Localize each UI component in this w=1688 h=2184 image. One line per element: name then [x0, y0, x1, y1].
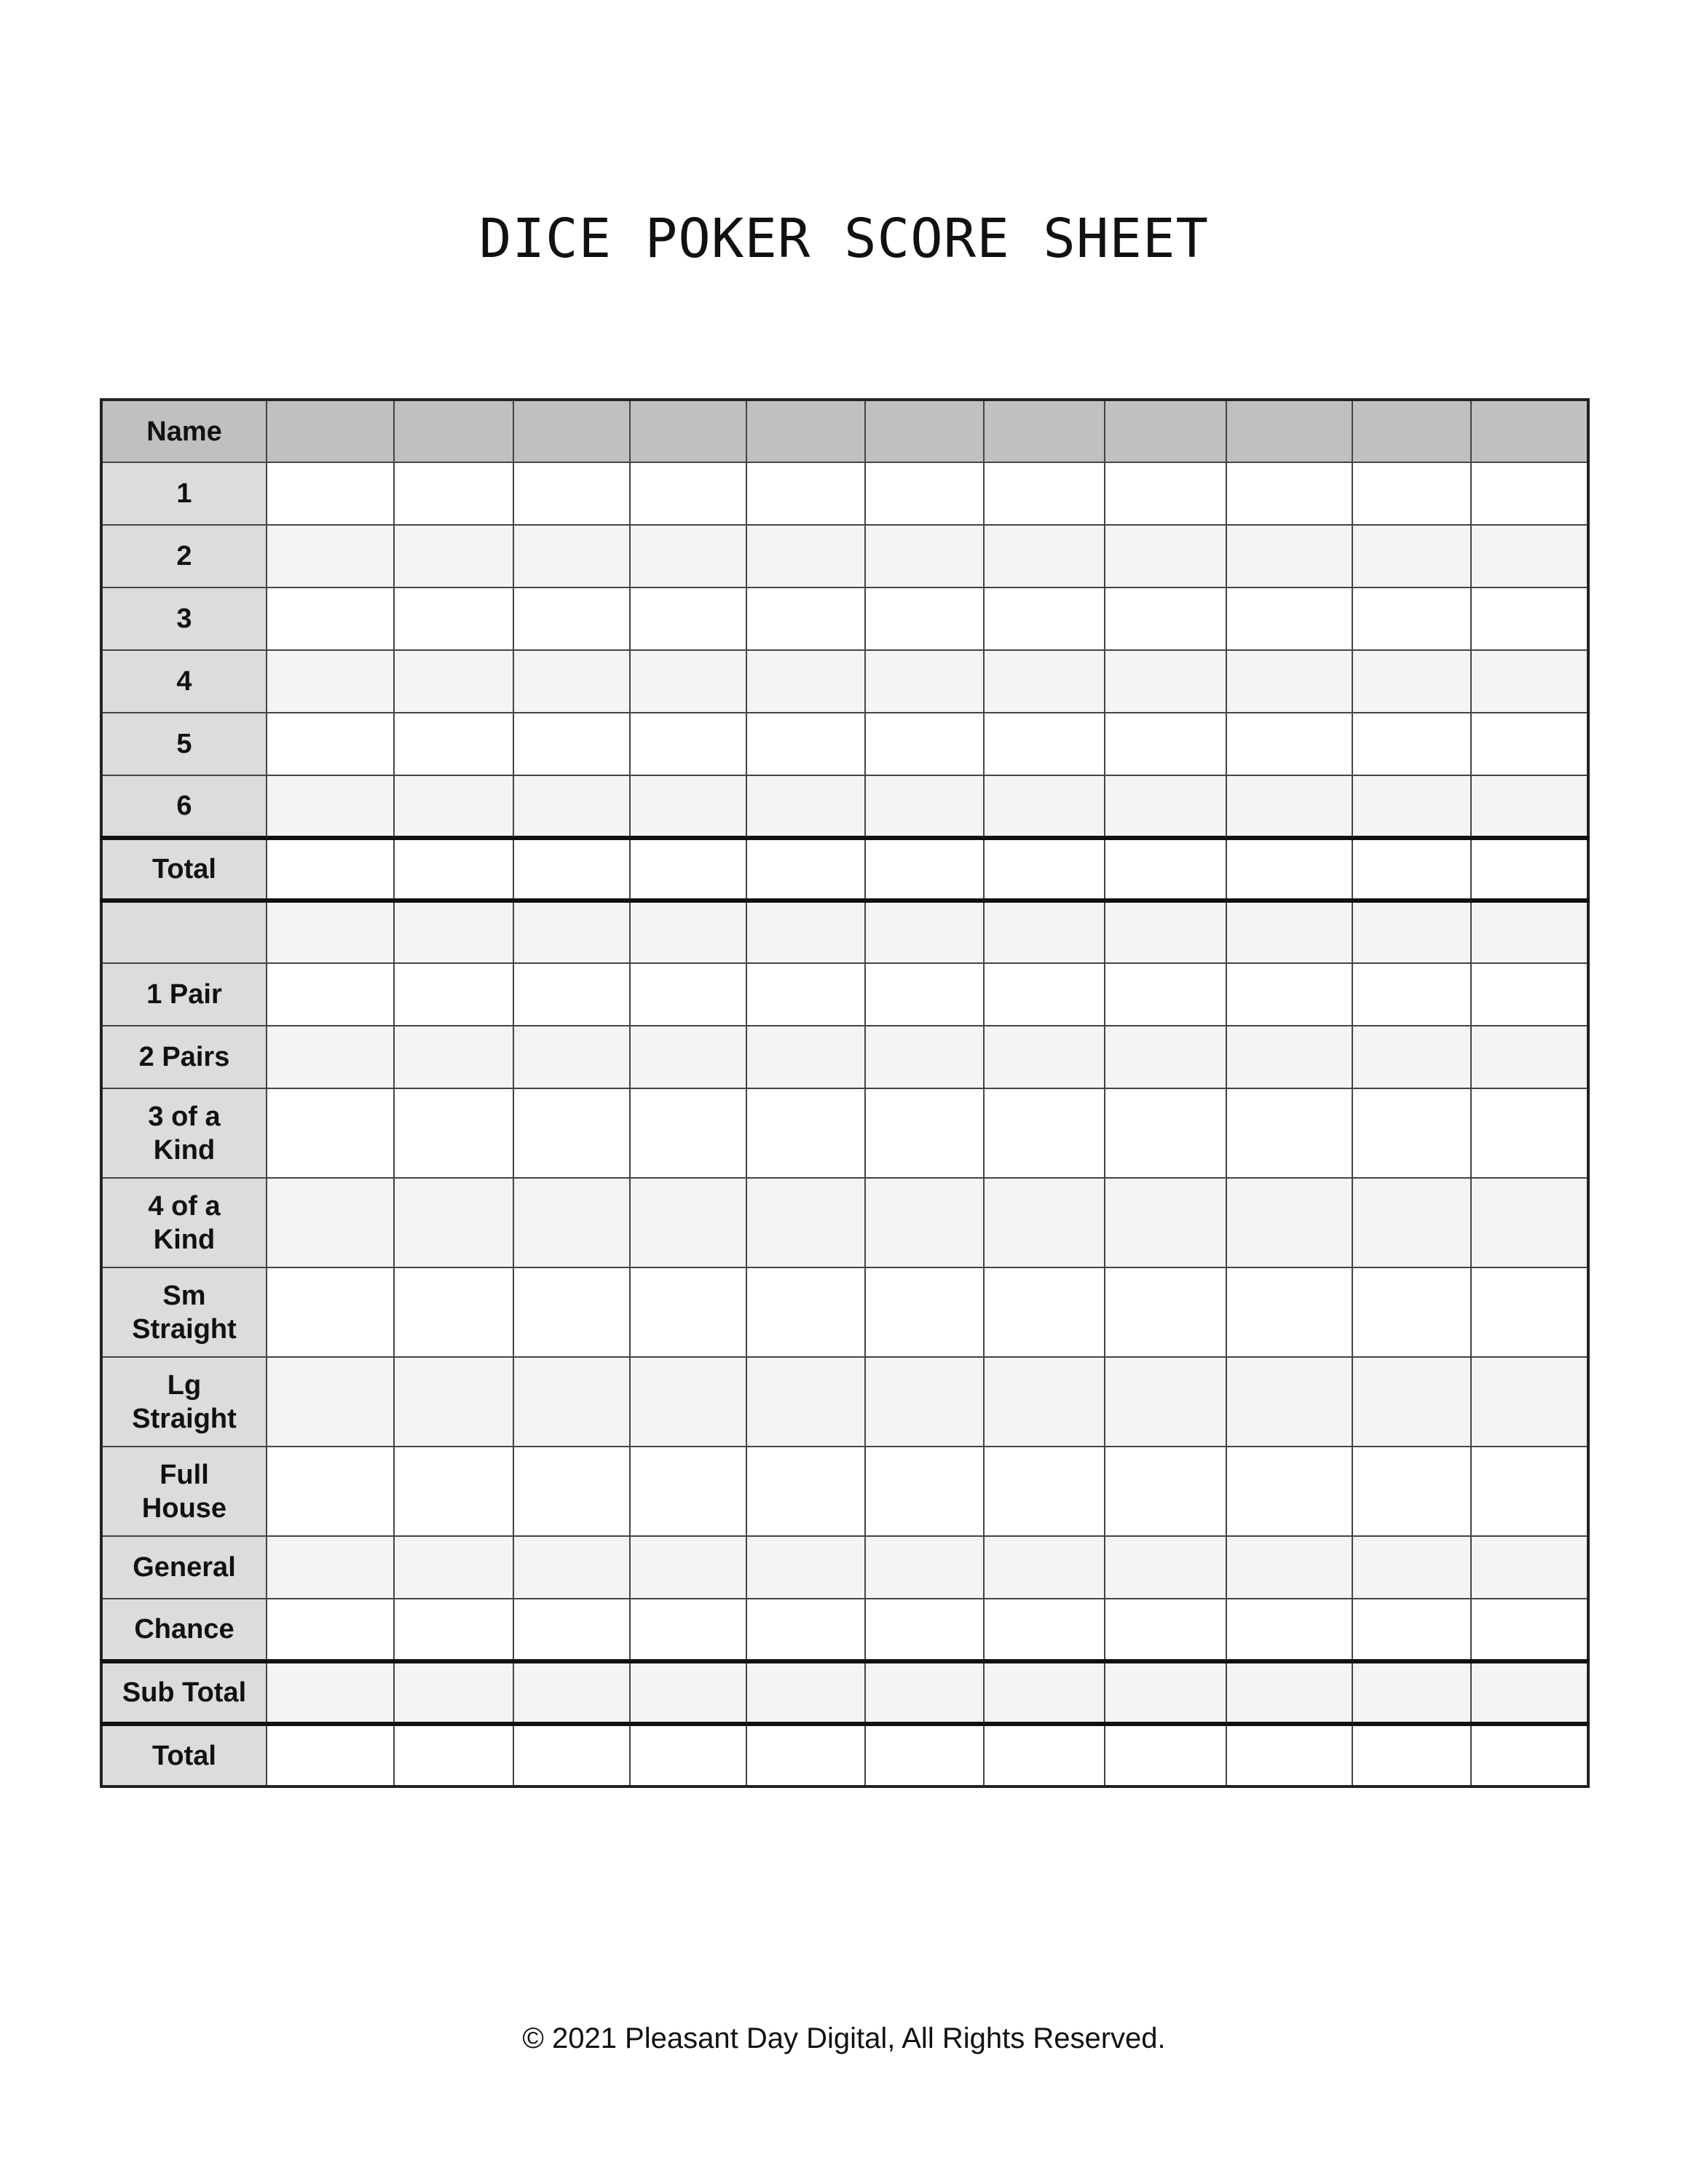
- score-cell[interactable]: [267, 775, 394, 838]
- score-cell[interactable]: [984, 775, 1105, 838]
- score-cell[interactable]: [394, 1026, 513, 1088]
- score-cell[interactable]: [1105, 1599, 1226, 1661]
- score-cell[interactable]: [630, 1447, 746, 1536]
- score-cell[interactable]: [1471, 775, 1588, 838]
- score-cell[interactable]: [865, 775, 985, 838]
- score-cell[interactable]: [865, 525, 985, 587]
- score-cell[interactable]: [1226, 838, 1352, 901]
- score-cell[interactable]: [746, 1267, 864, 1357]
- score-cell[interactable]: [1352, 713, 1470, 775]
- score-cell[interactable]: [984, 901, 1105, 963]
- score-cell[interactable]: [865, 963, 985, 1026]
- score-cell[interactable]: [1471, 1026, 1588, 1088]
- score-cell[interactable]: [513, 1536, 630, 1599]
- score-cell[interactable]: [1471, 1536, 1588, 1599]
- score-cell[interactable]: [1471, 1447, 1588, 1536]
- score-row: [101, 1447, 1588, 1536]
- score-cell[interactable]: [984, 1536, 1105, 1599]
- score-cell[interactable]: [984, 650, 1105, 713]
- score-cell[interactable]: [1226, 713, 1352, 775]
- row-label: Chance: [101, 1599, 267, 1661]
- score-cell[interactable]: [630, 462, 746, 525]
- score-cell[interactable]: [1226, 963, 1352, 1026]
- score-row: [101, 1088, 1588, 1178]
- score-cell[interactable]: [513, 838, 630, 901]
- score-cell[interactable]: [746, 838, 864, 901]
- score-cell[interactable]: [513, 775, 630, 838]
- score-row: [101, 1536, 1588, 1599]
- score-cell[interactable]: [394, 525, 513, 587]
- score-cell[interactable]: [865, 1724, 985, 1787]
- score-row: [101, 525, 1588, 587]
- copyright-footer: © 2021 Pleasant Day Digital, All Rights Reserved.: [522, 2022, 1166, 2054]
- score-cell[interactable]: [1352, 1026, 1470, 1088]
- score-cell[interactable]: [267, 713, 394, 775]
- score-cell[interactable]: [394, 1536, 513, 1599]
- score-row: [101, 650, 1588, 713]
- score-cell[interactable]: [394, 1724, 513, 1787]
- score-cell[interactable]: [1352, 1447, 1470, 1536]
- score-cell[interactable]: [865, 1026, 985, 1088]
- score-cell[interactable]: [1471, 1088, 1588, 1178]
- score-cell[interactable]: [1471, 525, 1588, 587]
- score-cell[interactable]: [267, 1599, 394, 1661]
- score-cell[interactable]: [630, 525, 746, 587]
- score-cell[interactable]: [1471, 462, 1588, 525]
- score-cell[interactable]: [984, 462, 1105, 525]
- score-cell[interactable]: [394, 775, 513, 838]
- score-cell[interactable]: [267, 1447, 394, 1536]
- score-cell[interactable]: [1105, 713, 1226, 775]
- row-label: 4: [101, 650, 267, 713]
- score-cell[interactable]: [1226, 1661, 1352, 1724]
- score-cell[interactable]: [865, 1088, 985, 1178]
- score-cell[interactable]: [1105, 1357, 1226, 1447]
- row-label: Sub Total: [101, 1661, 267, 1724]
- score-cell[interactable]: [1226, 587, 1352, 650]
- score-cell[interactable]: [1352, 963, 1470, 1026]
- page-title: DICE POKER SCORE SHEET: [478, 207, 1210, 270]
- score-cell[interactable]: [1105, 650, 1226, 713]
- score-cell[interactable]: [1352, 587, 1470, 650]
- score-cell[interactable]: [267, 587, 394, 650]
- score-cell[interactable]: [1352, 901, 1470, 963]
- score-row: [101, 1026, 1588, 1088]
- score-cell[interactable]: [630, 963, 746, 1026]
- score-cell[interactable]: [1105, 963, 1226, 1026]
- score-cell[interactable]: [984, 963, 1105, 1026]
- score-cell[interactable]: [394, 462, 513, 525]
- score-cell[interactable]: [746, 1447, 864, 1536]
- score-cell[interactable]: [1105, 1088, 1226, 1178]
- score-cell[interactable]: [1226, 462, 1352, 525]
- score-cell[interactable]: [865, 1599, 985, 1661]
- row-label: 2: [101, 525, 267, 587]
- player-name-cell[interactable]: [984, 400, 1105, 462]
- score-cell[interactable]: [267, 963, 394, 1026]
- score-cell[interactable]: [1105, 587, 1226, 650]
- score-row: [101, 1357, 1588, 1447]
- score-cell[interactable]: [1105, 1026, 1226, 1088]
- score-cell[interactable]: [513, 1447, 630, 1536]
- score-cell[interactable]: [267, 1088, 394, 1178]
- score-cell[interactable]: [267, 838, 394, 901]
- score-cell[interactable]: [1471, 587, 1588, 650]
- score-cell[interactable]: [630, 1026, 746, 1088]
- row-label: 5: [101, 713, 267, 775]
- score-cell[interactable]: [1352, 1599, 1470, 1661]
- score-cell[interactable]: [1105, 1267, 1226, 1357]
- score-cell[interactable]: [267, 901, 394, 963]
- score-cell[interactable]: [1471, 901, 1588, 963]
- row-label: 2 Pairs: [101, 1026, 267, 1088]
- score-row: [101, 1661, 1588, 1724]
- score-cell[interactable]: [865, 462, 985, 525]
- score-cell[interactable]: [394, 1599, 513, 1661]
- row-label: Total: [101, 1724, 267, 1787]
- score-cell[interactable]: [630, 901, 746, 963]
- score-cell[interactable]: [630, 1599, 746, 1661]
- score-cell[interactable]: [630, 1088, 746, 1178]
- name-header-label: Name: [101, 400, 267, 462]
- score-cell[interactable]: [1226, 1178, 1352, 1267]
- score-cell[interactable]: [1105, 838, 1226, 901]
- score-cell[interactable]: [267, 1536, 394, 1599]
- score-cell[interactable]: [630, 838, 746, 901]
- score-cell[interactable]: [513, 963, 630, 1026]
- row-label: General: [101, 1536, 267, 1599]
- score-cell[interactable]: [630, 1536, 746, 1599]
- row-label: 1: [101, 462, 267, 525]
- score-cell[interactable]: [1105, 1447, 1226, 1536]
- score-cell[interactable]: [1352, 838, 1470, 901]
- score-cell[interactable]: [630, 587, 746, 650]
- score-cell[interactable]: [746, 587, 864, 650]
- score-cell[interactable]: [1471, 650, 1588, 713]
- score-cell[interactable]: [267, 650, 394, 713]
- score-cell[interactable]: [394, 901, 513, 963]
- score-cell[interactable]: [865, 1357, 985, 1447]
- score-cell[interactable]: [1352, 1357, 1470, 1447]
- score-cell[interactable]: [1471, 1724, 1588, 1787]
- score-cell[interactable]: [984, 525, 1105, 587]
- score-cell[interactable]: [865, 901, 985, 963]
- score-row: [101, 838, 1588, 901]
- score-cell[interactable]: [394, 838, 513, 901]
- score-cell[interactable]: [1471, 713, 1588, 775]
- score-row: [101, 1267, 1588, 1357]
- score-row: [101, 1724, 1588, 1787]
- score-cell[interactable]: [394, 650, 513, 713]
- score-cell[interactable]: [267, 1267, 394, 1357]
- row-label: 3: [101, 587, 267, 650]
- score-cell[interactable]: [1226, 525, 1352, 587]
- score-cell[interactable]: [746, 1357, 864, 1447]
- score-cell[interactable]: [1105, 525, 1226, 587]
- score-cell[interactable]: [394, 713, 513, 775]
- score-cell[interactable]: [984, 1178, 1105, 1267]
- score-row: [101, 775, 1588, 838]
- score-cell[interactable]: [394, 963, 513, 1026]
- score-cell[interactable]: [984, 1026, 1105, 1088]
- score-cell[interactable]: [394, 1088, 513, 1178]
- score-cell[interactable]: [513, 713, 630, 775]
- score-cell[interactable]: [630, 775, 746, 838]
- score-cell[interactable]: [1352, 1724, 1470, 1787]
- score-cell[interactable]: [865, 838, 985, 901]
- row-label: [101, 901, 267, 963]
- score-cell[interactable]: [267, 1178, 394, 1267]
- score-cell[interactable]: [1352, 775, 1470, 838]
- player-name-cell[interactable]: [865, 400, 985, 462]
- score-cell[interactable]: [1226, 1536, 1352, 1599]
- score-cell[interactable]: [1226, 1026, 1352, 1088]
- row-label: 1 Pair: [101, 963, 267, 1026]
- score-row: [101, 1599, 1588, 1661]
- name-header-row: [101, 400, 1588, 462]
- score-cell[interactable]: [267, 1026, 394, 1088]
- score-cell[interactable]: [1105, 1536, 1226, 1599]
- score-cell[interactable]: [865, 650, 985, 713]
- score-cell[interactable]: [1105, 775, 1226, 838]
- score-cell[interactable]: [984, 1447, 1105, 1536]
- score-cell[interactable]: [1226, 1088, 1352, 1178]
- player-name-cell[interactable]: [394, 400, 513, 462]
- score-cell[interactable]: [1105, 1178, 1226, 1267]
- score-cell[interactable]: [1471, 1599, 1588, 1661]
- score-cell[interactable]: [746, 650, 864, 713]
- score-cell[interactable]: [1352, 462, 1470, 525]
- score-cell[interactable]: [865, 1267, 985, 1357]
- score-cell[interactable]: [630, 1267, 746, 1357]
- score-cell[interactable]: [1226, 901, 1352, 963]
- score-cell[interactable]: [630, 650, 746, 713]
- player-name-cell[interactable]: [1471, 400, 1588, 462]
- score-cell[interactable]: [394, 1447, 513, 1536]
- score-cell[interactable]: [513, 1357, 630, 1447]
- score-cell[interactable]: [1226, 650, 1352, 713]
- score-cell[interactable]: [1352, 1536, 1470, 1599]
- score-cell[interactable]: [984, 587, 1105, 650]
- score-cell[interactable]: [746, 525, 864, 587]
- score-cell[interactable]: [630, 1357, 746, 1447]
- score-cell[interactable]: [1471, 1661, 1588, 1724]
- score-cell[interactable]: [746, 1661, 864, 1724]
- player-name-cell[interactable]: [630, 400, 746, 462]
- row-label: 6: [101, 775, 267, 838]
- score-cell[interactable]: [513, 1267, 630, 1357]
- score-cell[interactable]: [746, 1536, 864, 1599]
- score-cell[interactable]: [1471, 1267, 1588, 1357]
- score-cell[interactable]: [746, 713, 864, 775]
- score-cell[interactable]: [267, 1357, 394, 1447]
- score-cell[interactable]: [630, 713, 746, 775]
- score-cell[interactable]: [1226, 1267, 1352, 1357]
- score-cell[interactable]: [513, 901, 630, 963]
- score-cell[interactable]: [865, 1661, 985, 1724]
- score-cell[interactable]: [984, 713, 1105, 775]
- score-cell[interactable]: [865, 1447, 985, 1536]
- score-cell[interactable]: [984, 1357, 1105, 1447]
- score-cell[interactable]: [394, 587, 513, 650]
- score-cell[interactable]: [513, 525, 630, 587]
- player-name-cell[interactable]: [267, 400, 394, 462]
- score-cell[interactable]: [1226, 1599, 1352, 1661]
- score-cell[interactable]: [513, 1599, 630, 1661]
- score-row: [101, 901, 1588, 963]
- player-name-cell[interactable]: [746, 400, 864, 462]
- score-cell[interactable]: [394, 1178, 513, 1267]
- score-cell[interactable]: [513, 462, 630, 525]
- score-cell[interactable]: [746, 1599, 864, 1661]
- score-cell[interactable]: [267, 462, 394, 525]
- score-cell[interactable]: [513, 1724, 630, 1787]
- score-cell[interactable]: [1226, 1357, 1352, 1447]
- score-cell[interactable]: [1352, 1661, 1470, 1724]
- score-cell[interactable]: [630, 1661, 746, 1724]
- score-cell[interactable]: [630, 1178, 746, 1267]
- score-cell[interactable]: [1471, 1178, 1588, 1267]
- score-cell[interactable]: [267, 1724, 394, 1787]
- score-cell[interactable]: [1226, 1447, 1352, 1536]
- score-cell[interactable]: [1226, 1724, 1352, 1787]
- score-cell[interactable]: [746, 1178, 864, 1267]
- row-label: 3 of a Kind: [101, 1088, 267, 1178]
- score-cell[interactable]: [1352, 1267, 1470, 1357]
- score-cell[interactable]: [1105, 462, 1226, 525]
- score-cell[interactable]: [513, 650, 630, 713]
- score-row: [101, 1178, 1588, 1267]
- score-cell[interactable]: [984, 1661, 1105, 1724]
- score-cell[interactable]: [1352, 1088, 1470, 1178]
- score-cell[interactable]: [1471, 838, 1588, 901]
- score-cell[interactable]: [746, 775, 864, 838]
- score-row: [101, 462, 1588, 525]
- score-cell[interactable]: [513, 587, 630, 650]
- score-cell[interactable]: [1226, 775, 1352, 838]
- score-cell[interactable]: [513, 1661, 630, 1724]
- score-cell[interactable]: [1352, 650, 1470, 713]
- score-cell[interactable]: [865, 1536, 985, 1599]
- player-name-cell[interactable]: [1105, 400, 1226, 462]
- score-cell[interactable]: [865, 713, 985, 775]
- score-cell[interactable]: [1105, 901, 1226, 963]
- player-name-cell[interactable]: [1352, 400, 1470, 462]
- score-cell[interactable]: [513, 1088, 630, 1178]
- score-cell[interactable]: [984, 1088, 1105, 1178]
- row-label: Lg Straight: [101, 1357, 267, 1447]
- row-label: Full House: [101, 1447, 267, 1536]
- score-table: [100, 398, 1590, 1788]
- score-cell[interactable]: [1105, 1724, 1226, 1787]
- player-name-cell[interactable]: [1226, 400, 1352, 462]
- score-cell[interactable]: [394, 1267, 513, 1357]
- score-cell[interactable]: [984, 1599, 1105, 1661]
- score-cell[interactable]: [984, 1724, 1105, 1787]
- score-cell[interactable]: [1471, 963, 1588, 1026]
- score-cell[interactable]: [394, 1661, 513, 1724]
- score-cell[interactable]: [394, 1357, 513, 1447]
- score-cell[interactable]: [513, 1178, 630, 1267]
- score-cell[interactable]: [513, 1026, 630, 1088]
- score-cell[interactable]: [1105, 1661, 1226, 1724]
- score-cell[interactable]: [630, 1724, 746, 1787]
- score-cell[interactable]: [984, 1267, 1105, 1357]
- score-row: [101, 587, 1588, 650]
- row-label: Sm Straight: [101, 1267, 267, 1357]
- score-cell[interactable]: [1352, 1178, 1470, 1267]
- score-cell[interactable]: [746, 1026, 864, 1088]
- score-cell[interactable]: [865, 587, 985, 650]
- score-cell[interactable]: [865, 1178, 985, 1267]
- score-cell[interactable]: [984, 838, 1105, 901]
- player-name-cell[interactable]: [513, 400, 630, 462]
- score-cell[interactable]: [267, 525, 394, 587]
- score-cell[interactable]: [746, 963, 864, 1026]
- score-cell[interactable]: [267, 1661, 394, 1724]
- row-label: Total: [101, 838, 267, 901]
- score-cell[interactable]: [1352, 525, 1470, 587]
- score-cell[interactable]: [746, 1724, 864, 1787]
- score-cell[interactable]: [746, 462, 864, 525]
- score-cell[interactable]: [1471, 1357, 1588, 1447]
- score-row: [101, 713, 1588, 775]
- score-row: [101, 963, 1588, 1026]
- score-cell[interactable]: [746, 1088, 864, 1178]
- row-label: 4 of a Kind: [101, 1178, 267, 1267]
- score-cell[interactable]: [746, 901, 864, 963]
